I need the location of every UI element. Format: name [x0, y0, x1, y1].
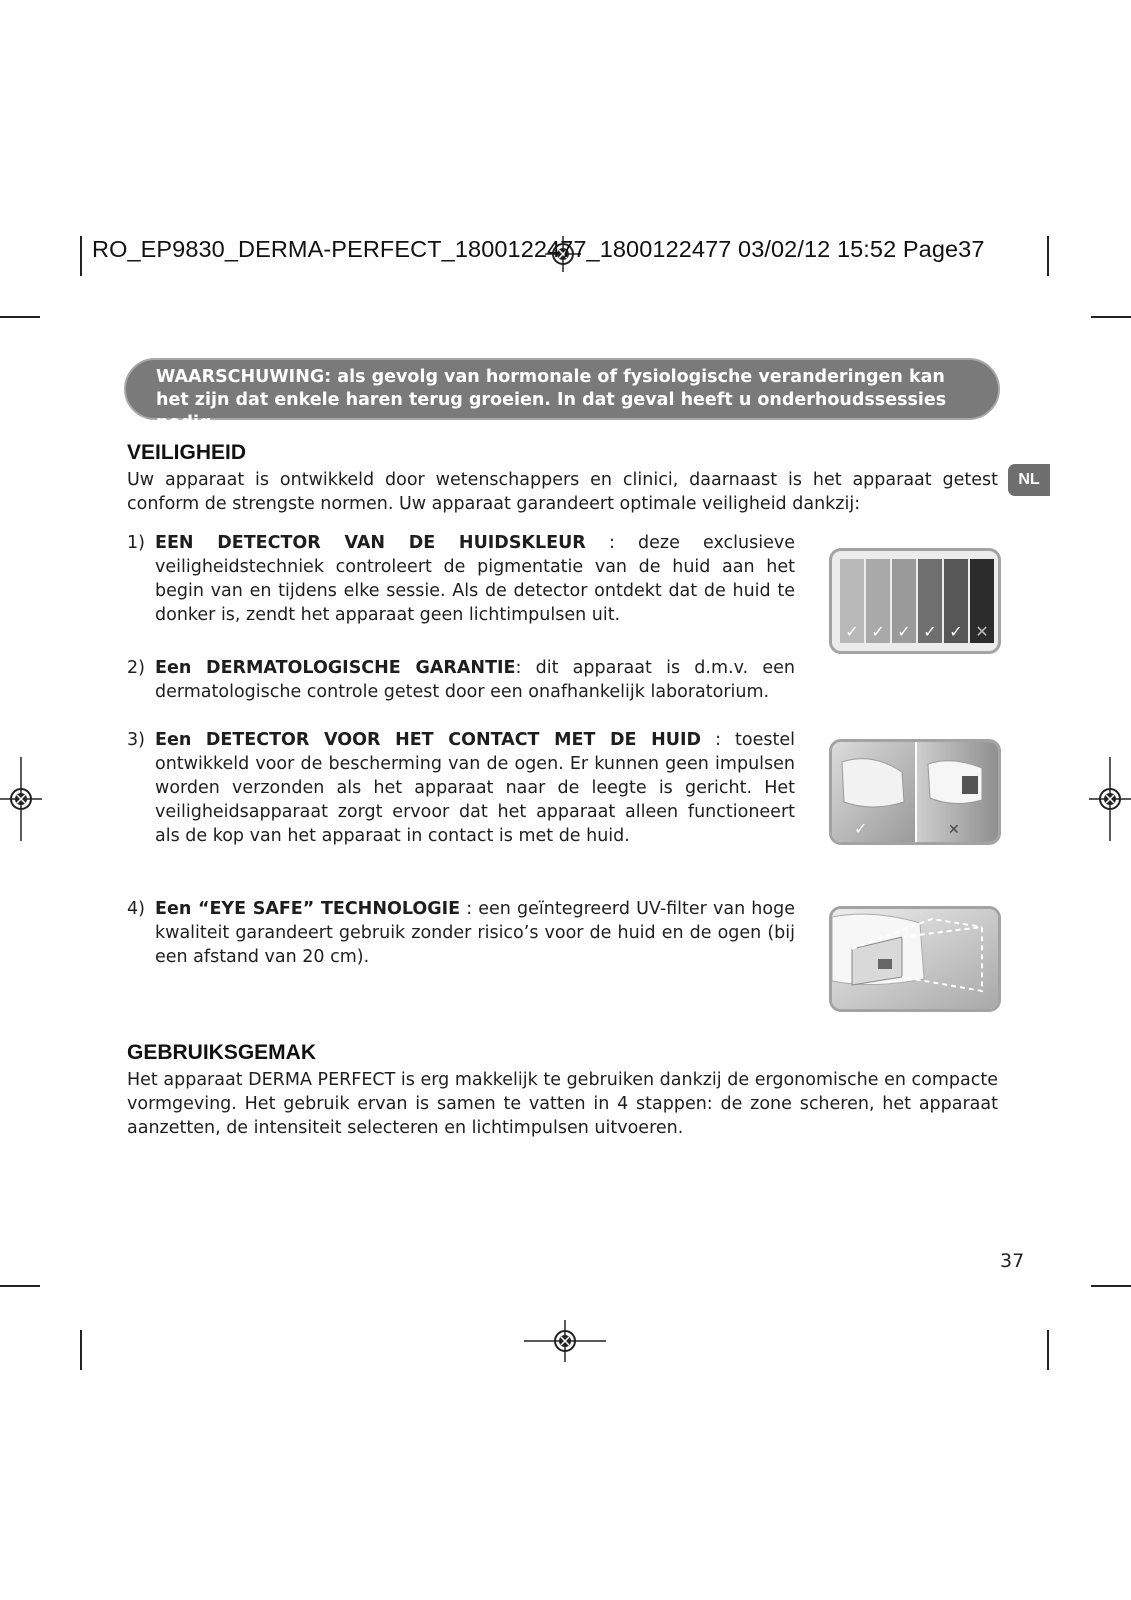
device-on-skin-icon — [832, 742, 998, 842]
item-number: 4) — [127, 899, 145, 919]
item-text: : dit apparaat is d.m.v. een dermatologische controle getest door een onafhankelijk laboratorium. — [155, 658, 795, 702]
skin-tone-chart-illustration — [829, 548, 1001, 654]
check-icon: ✓ — [923, 622, 937, 641]
skin-tone-swatch — [892, 559, 916, 643]
svg-text:✕: ✕ — [948, 822, 960, 838]
item-text: : deze exclusieve veiligheidstechniek controleert de pigmentatie van de huid aan het begin van en tijdens elke sessie. Als de detector ontdekt dat de huid te donker is, zendt het apparaat geen lichtimpulsen uit. — [155, 533, 795, 625]
skin-tone-swatch — [918, 559, 942, 643]
veiligheid-intro: Uw apparaat is ontwikkeld door wetenschappers en clinici, daarnaast is het apparaat getest conform de strengste normen. Uw apparaat garandeert optimale veiligheid dankzij: — [127, 470, 998, 514]
list-item — [127, 728, 795, 853]
item-text: : een geïntegreerd UV-filter van hoge kwaliteit garandeert gebruik zonder risico’s voor de huid en de ogen (bij een afstand van 20 cm). — [155, 899, 795, 967]
check-icon: ✓ — [871, 622, 885, 641]
skin-tone-swatch — [840, 559, 864, 643]
svg-text:✓: ✓ — [854, 819, 868, 838]
item-number: 2) — [127, 658, 145, 678]
list-item — [127, 531, 795, 631]
page-number: 37 — [1000, 1250, 1025, 1272]
print-slug: RO_EP9830_DERMA-PERFECT_1800122477_1800122477 03/02/12 15:52 Page37 — [92, 236, 985, 262]
eye-safe-illustration — [829, 906, 1001, 1012]
item-heading: EEN DETECTOR VAN DE HUIDSKLEUR — [155, 533, 586, 553]
skin-tone-swatch — [970, 559, 994, 643]
item-heading: Een DETECTOR VOOR HET CONTACT MET DE HUID — [155, 730, 701, 750]
section-title-gebruiksgemak: GEBRUIKSGEMAK — [127, 1041, 317, 1064]
section-title-veiligheid: VEILIGHEID — [127, 441, 247, 464]
item-heading: Een DERMATOLOGISCHE GARANTIE — [155, 658, 516, 678]
cross-icon: ✕ — [975, 622, 989, 641]
skin-tone-swatch — [866, 559, 890, 643]
check-icon: ✓ — [897, 622, 911, 641]
gebruiksgemak-text: Het apparaat DERMA PERFECT is erg makkelijk te gebruiken dankzij de ergonomische en compacte vormgeving. Het gebruik ervan is samen te vatten in 4 stappen: de zone scheren, het apparaat aanzetten, de intensiteit selecteren en lichtimpulsen uitvoeren. — [127, 1070, 998, 1138]
registration-mark-left-icon — [0, 757, 42, 841]
warning-banner — [124, 358, 1000, 433]
list-item — [127, 897, 795, 972]
check-icon: ✓ — [845, 622, 859, 641]
registration-mark-right-icon — [1089, 757, 1131, 841]
uv-filter-device-icon — [832, 909, 998, 1009]
list-item — [127, 656, 795, 706]
skin-tone-swatch — [944, 559, 968, 643]
item-heading: Een “EYE SAFE” TECHNOLOGIE — [155, 899, 461, 919]
registration-mark-bottom-icon — [524, 1320, 606, 1362]
warning-line-1: WAARSCHUWING: als gevolg van hormonale of fysiologische veranderingen kan — [156, 367, 945, 387]
skin-contact-illustration — [829, 739, 1001, 845]
item-number: 3) — [127, 730, 145, 750]
item-number: 1) — [127, 533, 145, 553]
item-text: : toestel ontwikkeld voor de bescherming van de ogen. Er kunnen geen impulsen worden verzonden als het apparaat naar de leegte is gericht. Het veiligheidsapparaat zorgt ervoor dat het apparaat alleen functioneert als de kop van het apparaat in contact is met de huid. — [155, 730, 795, 846]
check-icon: ✓ — [949, 622, 963, 641]
warning-line-2: het zijn dat enkele haren terug groeien. In dat geval heeft u onderhoudssessies nodig. — [156, 390, 947, 433]
language-tab: NL — [1008, 464, 1050, 496]
